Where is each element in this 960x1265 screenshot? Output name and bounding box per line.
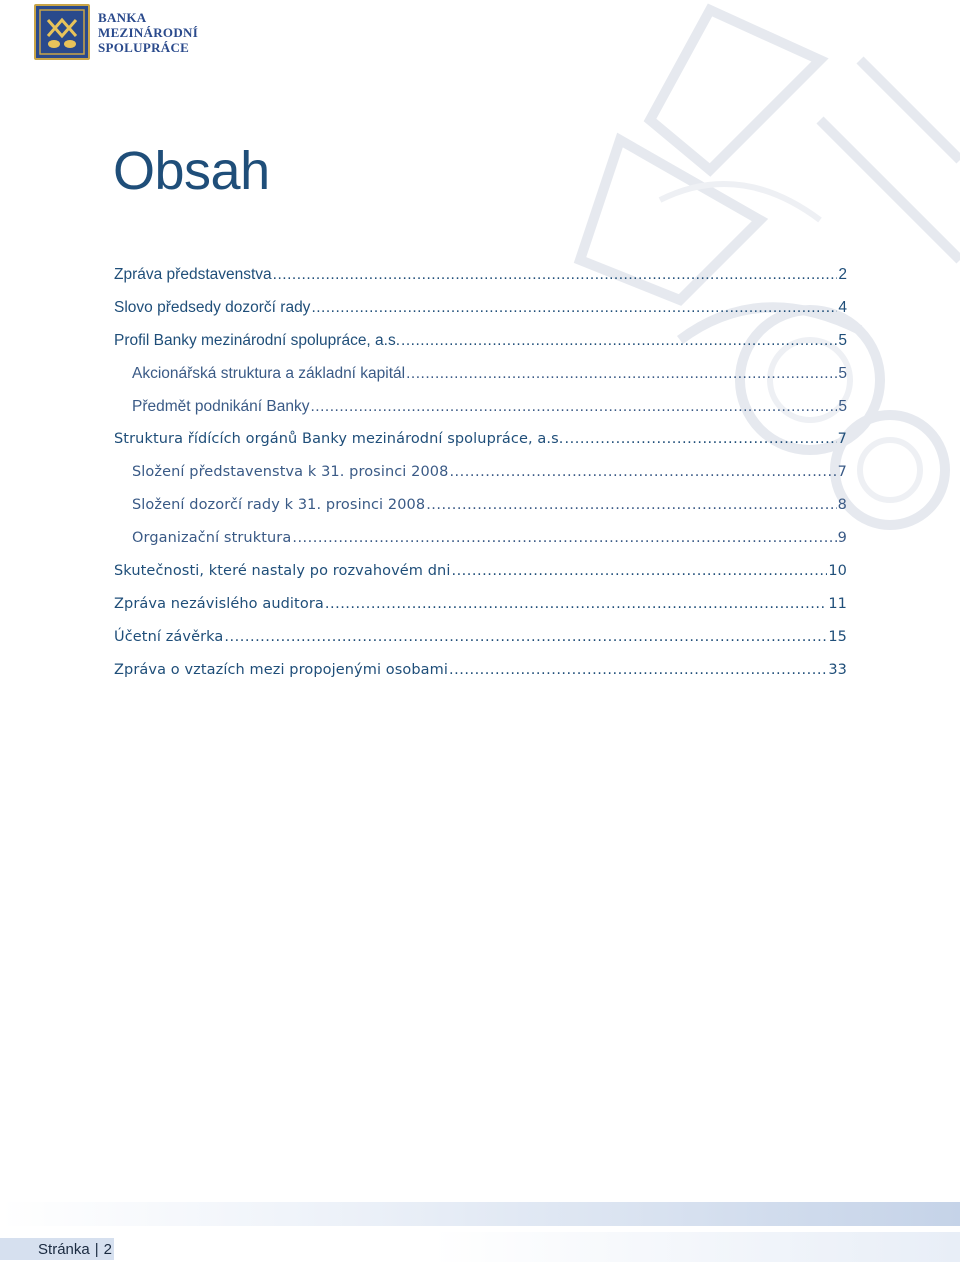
toc-entry-text: Předmět podnikání Banky <box>132 398 310 415</box>
footer-band <box>0 1232 960 1262</box>
toc-entry-text: Skutečnosti, které nastaly po rozvahovém dni <box>114 563 451 579</box>
toc-entry-text: Zpráva nezávislého auditora <box>114 596 324 612</box>
toc-subentry[interactable] <box>114 530 847 563</box>
toc-leader-dots <box>451 563 827 579</box>
toc-leader-dots <box>449 464 836 480</box>
toc-entry-page: 33 <box>828 662 847 678</box>
toc-entry[interactable] <box>114 629 847 662</box>
toc-entry-page: 5 <box>838 398 847 415</box>
toc-entry-page: 9 <box>837 530 847 546</box>
toc-leader-dots <box>449 662 827 678</box>
toc-leader-dots <box>426 497 836 513</box>
toc-subentry[interactable] <box>114 398 847 431</box>
page-number: 2 <box>103 1240 112 1258</box>
logo-line-1: BANKA <box>98 9 147 25</box>
toc-entry-text: Zpráva o vztazích mezi propojenými osobami <box>114 662 449 678</box>
table-of-contents <box>114 266 847 695</box>
toc-entry-text: Účetní závěrka <box>114 629 224 645</box>
toc-entry-page: 10 <box>828 563 847 579</box>
page-title: Obsah <box>113 141 270 201</box>
toc-leader-dots <box>273 266 838 284</box>
logo-line-3: SPOLUPRÁCE <box>98 39 190 55</box>
toc-entry-page: 5 <box>838 365 847 382</box>
toc-entry-page: 8 <box>837 497 847 513</box>
toc-entry-text: Složení představenstva k 31. prosinci 2008 <box>132 464 449 480</box>
toc-entry-text: Zpráva představenstva <box>114 266 272 283</box>
toc-entry[interactable] <box>114 332 847 365</box>
logo-line-2: MEZINÁRODNÍ <box>98 24 199 40</box>
toc-leader-dots <box>311 299 837 317</box>
toc-entry-page: 2 <box>838 266 847 283</box>
toc-entry[interactable] <box>114 662 847 695</box>
toc-entry-text: Profil Banky mezinárodní spolupráce, a.s. <box>114 332 401 349</box>
toc-entry[interactable] <box>114 266 847 299</box>
toc-leader-dots <box>311 398 838 416</box>
toc-subentry[interactable] <box>114 365 847 398</box>
toc-subentry[interactable] <box>114 497 847 530</box>
toc-leader-dots <box>224 629 827 645</box>
logo-wordmark <box>98 10 198 55</box>
toc-entry-page: 11 <box>828 596 847 612</box>
footer-decor-bar <box>0 1202 960 1226</box>
toc-entry-text: Slovo předsedy dozorčí rady <box>114 299 311 316</box>
toc-subentry[interactable] <box>114 464 847 497</box>
toc-leader-dots <box>401 332 837 350</box>
toc-entry[interactable] <box>114 431 847 464</box>
toc-entry-page: 7 <box>837 464 847 480</box>
toc-entry-text: Organizační struktura <box>132 530 292 546</box>
toc-entry[interactable] <box>114 563 847 596</box>
toc-entry-page: 5 <box>838 332 847 349</box>
toc-entry[interactable] <box>114 596 847 629</box>
bank-emblem-icon <box>34 4 90 60</box>
bank-logo <box>34 4 198 60</box>
toc-leader-dots <box>565 431 837 447</box>
toc-entry-text: Akcionářská struktura a základní kapitál <box>132 365 406 382</box>
toc-leader-dots <box>292 530 836 546</box>
toc-leader-dots <box>406 365 837 383</box>
toc-entry-page: 4 <box>838 299 847 316</box>
toc-entry[interactable] <box>114 299 847 332</box>
toc-leader-dots <box>325 596 827 612</box>
toc-entry-text: Složení dozorčí rady k 31. prosinci 2008 <box>132 497 426 513</box>
page-separator: | <box>94 1240 99 1258</box>
toc-entry-page: 7 <box>837 431 847 447</box>
toc-entry-text: Struktura řídících orgánů Banky mezinárodní spolupráce, a.s. <box>114 431 564 447</box>
toc-entry-page: 15 <box>828 629 847 645</box>
page-number-footer <box>0 1238 114 1260</box>
page-label: Stránka <box>38 1240 90 1258</box>
